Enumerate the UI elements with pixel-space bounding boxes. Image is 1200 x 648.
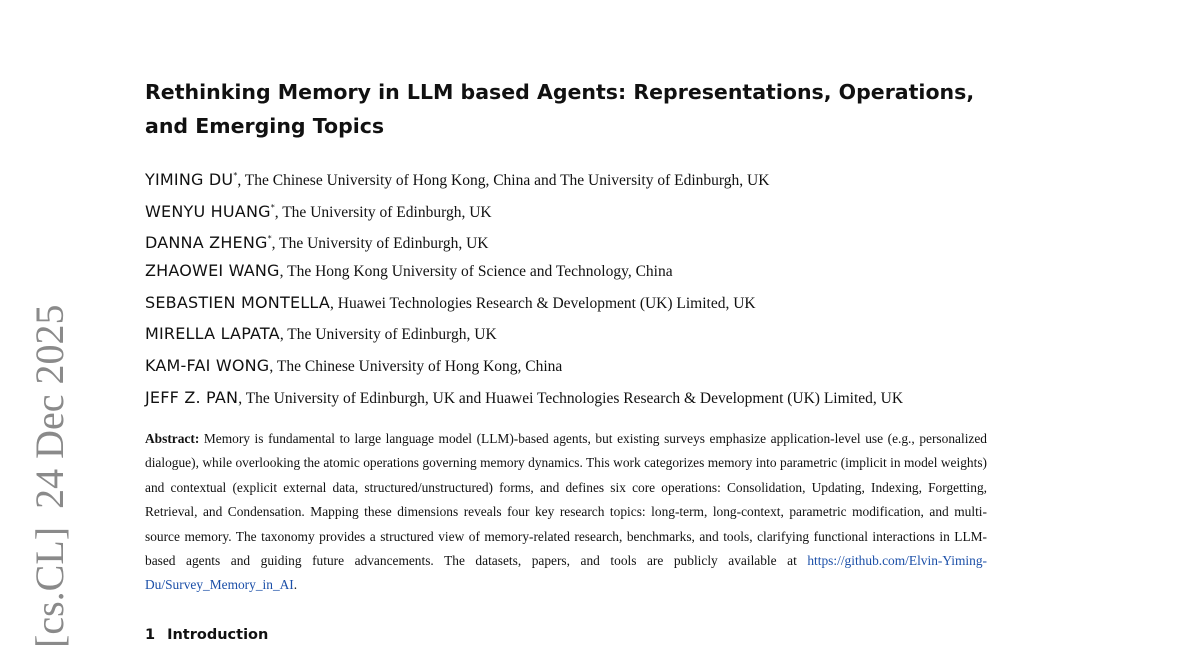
author-sep: , (269, 358, 277, 376)
author-name: DANNA ZHENG (145, 233, 268, 253)
author-sep: , (237, 172, 245, 189)
author-name: MIRELLA LAPATA (145, 324, 280, 344)
abstract-label: Abstract: (145, 431, 200, 446)
author-entry (145, 192, 1045, 224)
author-sep: , (330, 294, 338, 312)
section-number: 1 (145, 627, 156, 643)
author-affiliation: The University of Edinburgh, UK (282, 203, 492, 221)
equal-contribution-mark: * (233, 171, 238, 180)
arxiv-identifier (28, 305, 72, 648)
section-title: Introduction (167, 627, 269, 643)
author-affiliation: The University of Edinburgh, UK (287, 326, 497, 344)
author-affiliation: Huawei Technologies Research & Development (UK) Limited, UK (337, 294, 756, 312)
author-entry (145, 255, 1045, 287)
author-sep: , (274, 203, 283, 221)
author-affiliation: The University of Edinburgh, UK (279, 235, 489, 253)
author-entry (145, 223, 1045, 255)
author-sep: , (238, 389, 246, 407)
author-name: JEFF Z. PAN (145, 387, 239, 407)
author-affiliation: The University of Edinburgh, UK and Huawei Technologies Research & Development (UK) Limited, UK (245, 389, 904, 407)
equal-contribution-mark: * (270, 202, 275, 212)
repository-link[interactable]: https://github.com/Elvin-Yiming-Du/Survey_Memory_in_AI (145, 553, 987, 593)
arxiv-date: 24 Dec 2025 (27, 304, 72, 509)
abstract-end: . (293, 577, 298, 593)
author-entry (145, 350, 1045, 382)
author-name: ZHAOWEI WANG (145, 261, 280, 281)
equal-contribution-mark: * (267, 234, 272, 244)
author-entry (145, 318, 1045, 350)
author-name: YIMING DU (145, 170, 234, 189)
author-affiliation: The Chinese University of Hong Kong, China (276, 358, 563, 376)
abstract (145, 427, 987, 598)
author-entry (145, 160, 1045, 192)
author-sep: , (271, 235, 280, 253)
author-entry (145, 287, 1045, 319)
author-name: SEBASTIEN MONTELLA (145, 292, 330, 312)
section-heading (145, 627, 268, 643)
abstract-text: Memory is fundamental to large language model (LLM)-based agents, but existing surveys emphasize application-level use (e.g., personalized dialogue), while overlooking the atomic operations governing memory dynamics. This work categorizes memory into parametric (implicit in model weights) and contextual (explicit external data, structured/unstructured) forms, and defines six core operations: Consolidation, Updating, Indexing, Forgetting, Retrieval, and Condensation. Mapping these dimensions reveals four key research topics: long-term, long-context, parametric modification, and multi-source memory. The taxonomy provides a structured view of memory-related research, benchmarks, and tools, clarifying functional interactions in LLM-based agents and guiding future advancements. The datasets, papers, and tools are publicly available at (145, 431, 987, 569)
paper-title: Rethinking Memory in LLM based Agents: Representations, Operations, and Emerging Topics (145, 80, 975, 138)
author-name: KAM-FAI WONG (145, 356, 270, 376)
author-affiliation: The Chinese University of Hong Kong, China and The University of Edinburgh, UK (244, 172, 770, 189)
author-sep: , (279, 326, 288, 344)
arxiv-category: [cs.CL] (27, 526, 72, 648)
author-sep: , (279, 263, 288, 281)
author-list (145, 160, 1045, 414)
author-affiliation: The Hong Kong University of Science and Technology, China (287, 263, 673, 281)
author-name: WENYU HUANG (145, 201, 271, 221)
author-entry (145, 382, 1045, 414)
